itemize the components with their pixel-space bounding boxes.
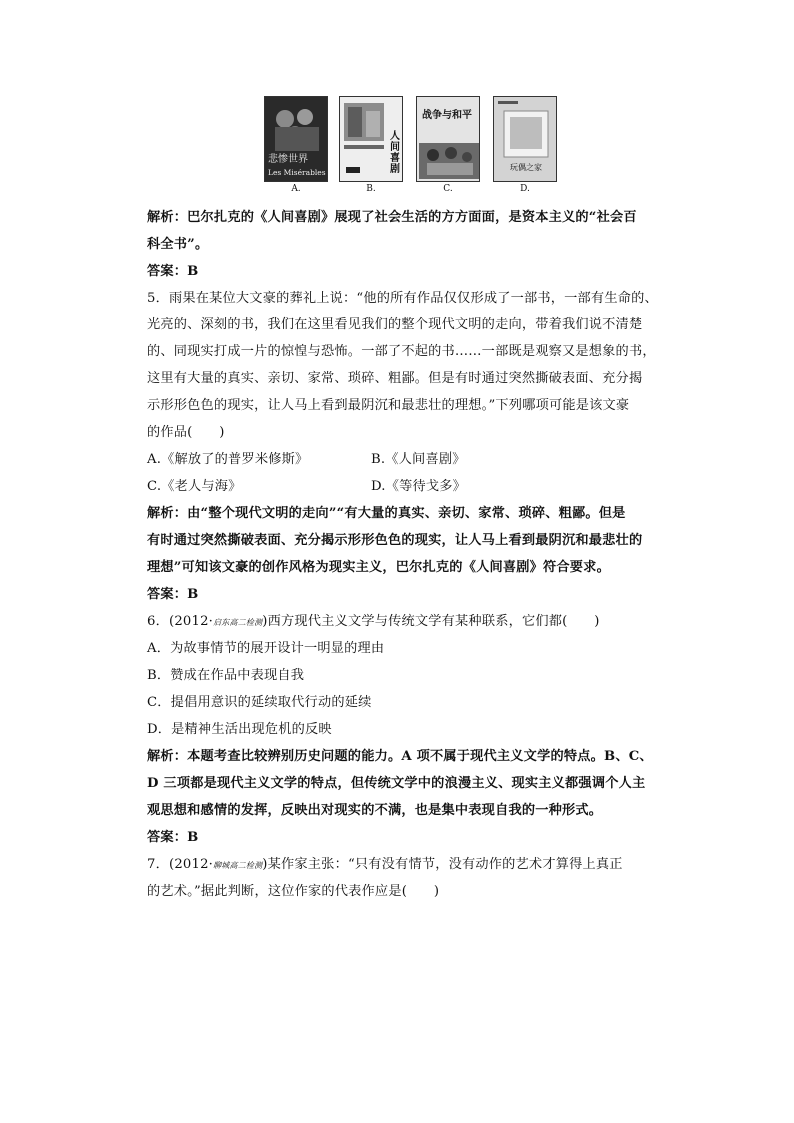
question-5-line: 的、同现实打成一片的惊惶与恐怖。一部了不起的书……一部既是观察又是想象的书， <box>147 344 656 359</box>
option-a: A.《解放了的普罗米修斯》 <box>147 452 309 467</box>
analysis-line: D 三项都是现代主义文学的特点，但传统文学中的浪漫主义、现实主义都强调个人主 <box>147 776 646 791</box>
analysis-line: 解析：由“整个现代文明的走向”“有大量的真实、亲切、家常、琐碎、粗鄙。但是 <box>147 506 626 521</box>
question-7-stem <box>147 853 623 872</box>
question-5-line: 光亮的、深刻的书，我们在这里看见我们的整个现代文明的走向，带着我们说不清楚 <box>147 317 643 332</box>
question-5-line: 这里有大量的真实、亲切、家常、琐碎、粗鄙。但是有时通过突然撕破表面、充分揭 <box>147 371 643 386</box>
analysis-line: 观思想和感情的发挥，反映出对现实的不满，也是集中表现自我的一种形式。 <box>147 803 603 818</box>
question-6-source-tag: 启东高二检测 <box>213 618 263 627</box>
cover-a-title-fr: Les Misérables <box>268 168 326 177</box>
cover-b-caption: B. <box>366 184 376 194</box>
answer-line: 答案：B <box>147 587 199 602</box>
cover-b-title: 人间喜剧 <box>390 131 400 175</box>
option-c: C.《老人与海》 <box>147 479 242 494</box>
question-7-source-tag: 聊城高二检测 <box>213 861 263 870</box>
question-5-line: 5．雨果在某位大文豪的葬礼上说：“他的所有作品仅仅形成了一部书，一部有生命的、 <box>147 291 658 306</box>
cover-a-caption: A. <box>291 184 301 194</box>
answer-line: 答案：B <box>147 830 199 845</box>
analysis-line: 科全书”。 <box>147 237 209 252</box>
question-7-line: 的艺术。”据此判断，这位作家的代表作应是( ) <box>147 884 440 899</box>
question-5-line: 的作品( ) <box>147 425 225 440</box>
question-7-prefix: 7．(2012· <box>147 857 214 872</box>
option-b: B．赞成在作品中表现自我 <box>147 668 305 683</box>
analysis-line: 理想”可知该文豪的创作风格为现实主义，巴尔扎克的《人间喜剧》符合要求。 <box>147 560 610 575</box>
book-cover-d <box>493 96 557 182</box>
option-b: B.《人间喜剧》 <box>371 452 466 467</box>
book-cover-row <box>264 96 564 200</box>
cover-d-title: 玩偶之家 <box>510 163 542 172</box>
question-6-stem <box>147 610 600 629</box>
cover-a-title-cn: 悲惨世界 <box>268 154 308 165</box>
question-7-text: )某作家主张：“只有没有情节，没有动作的艺术才算得上真正 <box>262 857 623 872</box>
question-6-prefix: 6．(2012· <box>147 614 214 629</box>
cover-c-title: 战争与和平 <box>422 110 472 121</box>
analysis-line: 有时通过突然撕破表面、充分揭示形形色色的现实，让人马上看到最阴沉和最悲壮的 <box>147 533 643 548</box>
option-a: A．为故事情节的展开设计一明显的理由 <box>147 641 385 656</box>
question-6-text: )西方现代主义文学与传统文学有某种联系，它们都( ) <box>262 614 600 629</box>
cover-d-caption: D. <box>520 184 530 194</box>
option-c: C．提倡用意识的延续取代行动的延续 <box>147 695 372 710</box>
book-cover-c <box>416 96 480 182</box>
book-cover-a <box>264 96 328 182</box>
option-d: D．是精神生活出现危机的反映 <box>147 722 332 737</box>
cover-c-caption: C. <box>443 184 453 194</box>
option-d: D.《等待戈多》 <box>371 479 467 494</box>
analysis-line: 解析：巴尔扎克的《人间喜剧》展现了社会生活的方方面面，是资本主义的“社会百 <box>147 210 637 225</box>
question-5-line: 示形形色色的现实，让人马上看到最阴沉和最悲壮的理想。”下列哪项可能是该文豪 <box>147 398 630 413</box>
analysis-line: 解析：本题考查比较辨别历史问题的能力。A 项不属于现代主义文学的特点。B、C、 <box>147 749 653 764</box>
answer-line: 答案：B <box>147 264 199 279</box>
book-cover-b <box>339 96 403 182</box>
